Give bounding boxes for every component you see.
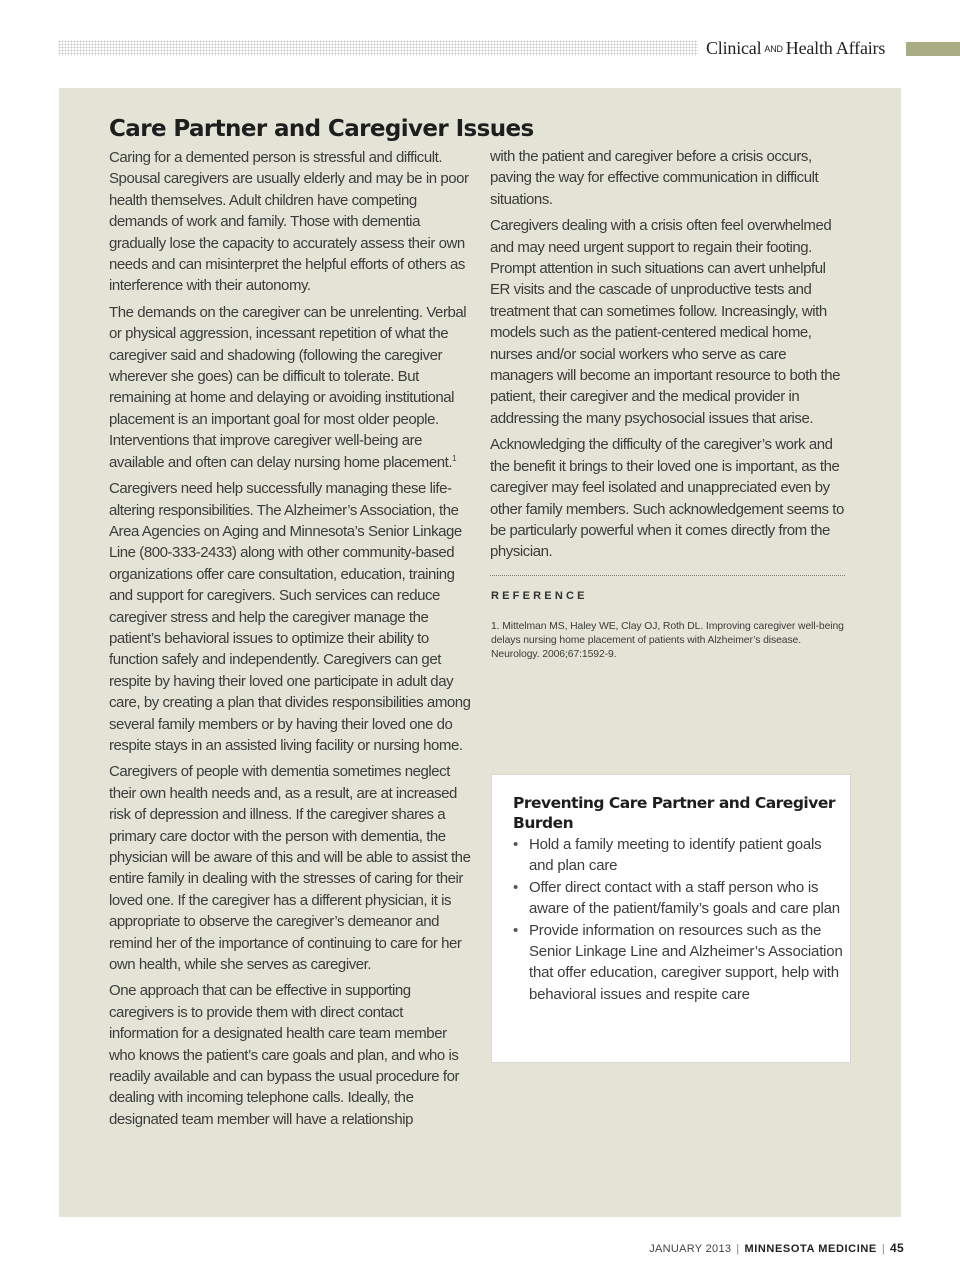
list-item-text: Hold a family meeting to identify patient goals and plan care (529, 836, 822, 875)
article-right-column (490, 146, 846, 568)
list-item (513, 834, 843, 877)
footer-publication: MINNESOTA MEDICINE (744, 1243, 877, 1255)
sidebar-box (491, 774, 851, 1063)
list-item-text: Provide information on resources such as the Senior Linkage Line and Alzheimer’s Association that offer education, caregiver support, help with behavioral issues and respite care (529, 921, 843, 1003)
article-left-column (109, 147, 471, 1135)
paragraph: Acknowledging the difficulty of the caregiver’s work and the benefit it brings to their loved one is important, as the caregiver may feel isolated and unappreciated even by other family members. Such acknowledgement seems to be particularly powerful when it comes directly from the physician. (490, 436, 844, 561)
header-accent-bar (906, 42, 960, 56)
list-item (513, 920, 843, 1006)
footnote-marker: 1 (452, 453, 457, 463)
footer-separator: | (736, 1243, 740, 1255)
footer-date: JANUARY 2013 (649, 1243, 732, 1255)
bullet-icon: • (513, 836, 519, 853)
section-title (706, 38, 885, 59)
page-footer (649, 1241, 904, 1255)
page-number: 45 (890, 1241, 904, 1255)
header-dotted-rule (58, 40, 698, 56)
article-title: Care Partner and Caregiver Issues (109, 116, 534, 142)
section-and: AND (764, 44, 783, 54)
bullet-icon: • (513, 878, 519, 896)
footer-separator: | (881, 1243, 886, 1255)
paragraph: Caregivers of people with dementia sometimes neglect their own health needs and, as a result, are at increased risk of depression and illness. If the caregiver shares a primary care doctor with the person with dementia, the physician will be aware of this and will be able to assist the entire family in dealing with the stresses of caring for their loved one. If the caregiver has a different physician, it is appropriate to observe the caregiver’s demeanor and remind her of the importance of continuing to care for her own health, while she serves as caregiver. (109, 763, 471, 974)
paragraph: Caregivers dealing with a crisis often feel overwhelmed and may need urgent support to regain their footing. Prompt attention in such situations can avert unhelpful ER visits and the cascade of unproductive tests and treatment that can sometimes follow. Increasingly, with models such as the patient-centered medical home, nurses and/or social workers who serve as care managers will become an important resource to both the patient, their caregiver and the medical provider in addressing the many psychosocial issues that arise. (490, 217, 841, 427)
section-word-1: Clinical (706, 38, 762, 58)
list-item-text: Offer direct contact with a staff person who is aware of the patient/family’s goals and care plan (529, 878, 840, 918)
reference-heading: REFERENCE (491, 590, 588, 602)
paragraph: Caring for a demented person is stressful and difficult. Spousal caregivers are usually elderly and may be in poor health themselves. Adult children have competing demands of work and family. Those with dementia gradually lose the capacity to accurately assess their own needs and can misinterpret the helpful efforts of others as interference with their autonomy. (109, 149, 469, 295)
sidebar-box-title: Preventing Care Partner and Caregiver Burden (513, 794, 835, 832)
paragraph-text: The demands on the caregiver can be unrelenting. Verbal or physical aggression, incessant repetition of what the caregiver said and shadowing (following the caregiver wherever she goes) can be difficult to tolerate. But remaining at home and delaying or avoiding institutional placement is an important goal for most older people. Interventions that improve caregiver well-being are available and often can delay nursing home placement. (109, 303, 467, 471)
reference-citation: 1. Mittelman MS, Haley WE, Clay OJ, Roth DL. Improving caregiver well-being delays nursing home placement of patients with Alzheimer’s disease. Neurology. 2006;67:1592-9. (491, 621, 844, 660)
paragraph: with the patient and caregiver before a crisis occurs, paving the way for effective communication in difficult situations. (490, 148, 819, 208)
reference-divider (490, 575, 845, 576)
paragraph (109, 302, 471, 473)
paragraph: One approach that can be effective in supporting caregivers is to provide them with direct contact information for a designated health care team member who knows the patient’s care goals and plan, and who is readily available and can bypass the usual procedure for dealing with incoming telephone calls. Ideally, the designated team member will have a relationship (109, 982, 460, 1128)
section-word-2: Health Affairs (785, 38, 886, 58)
list-item (513, 877, 843, 920)
sidebar-box-list (513, 834, 843, 1005)
bullet-icon: • (513, 921, 519, 939)
paragraph: Caregivers need help successfully managing these life-altering responsibilities. The Alzheimer’s Association, the Area Agencies on Aging and Minnesota’s Senior Linkage Line (800-333-2433) along with other community-based organizations offer care consultation, education, training and support for caregivers. Such services can reduce caregiver stress and help the caregiver manage the patient’s behavioral issues to optimize their ability to function safely and independently. Caregivers can get respite by having their loved one participate in adult day care, by creating a plan that divides responsibilities among several family members or by having their loved one do respite stays in an assisted living facility or nursing home. (109, 480, 471, 754)
